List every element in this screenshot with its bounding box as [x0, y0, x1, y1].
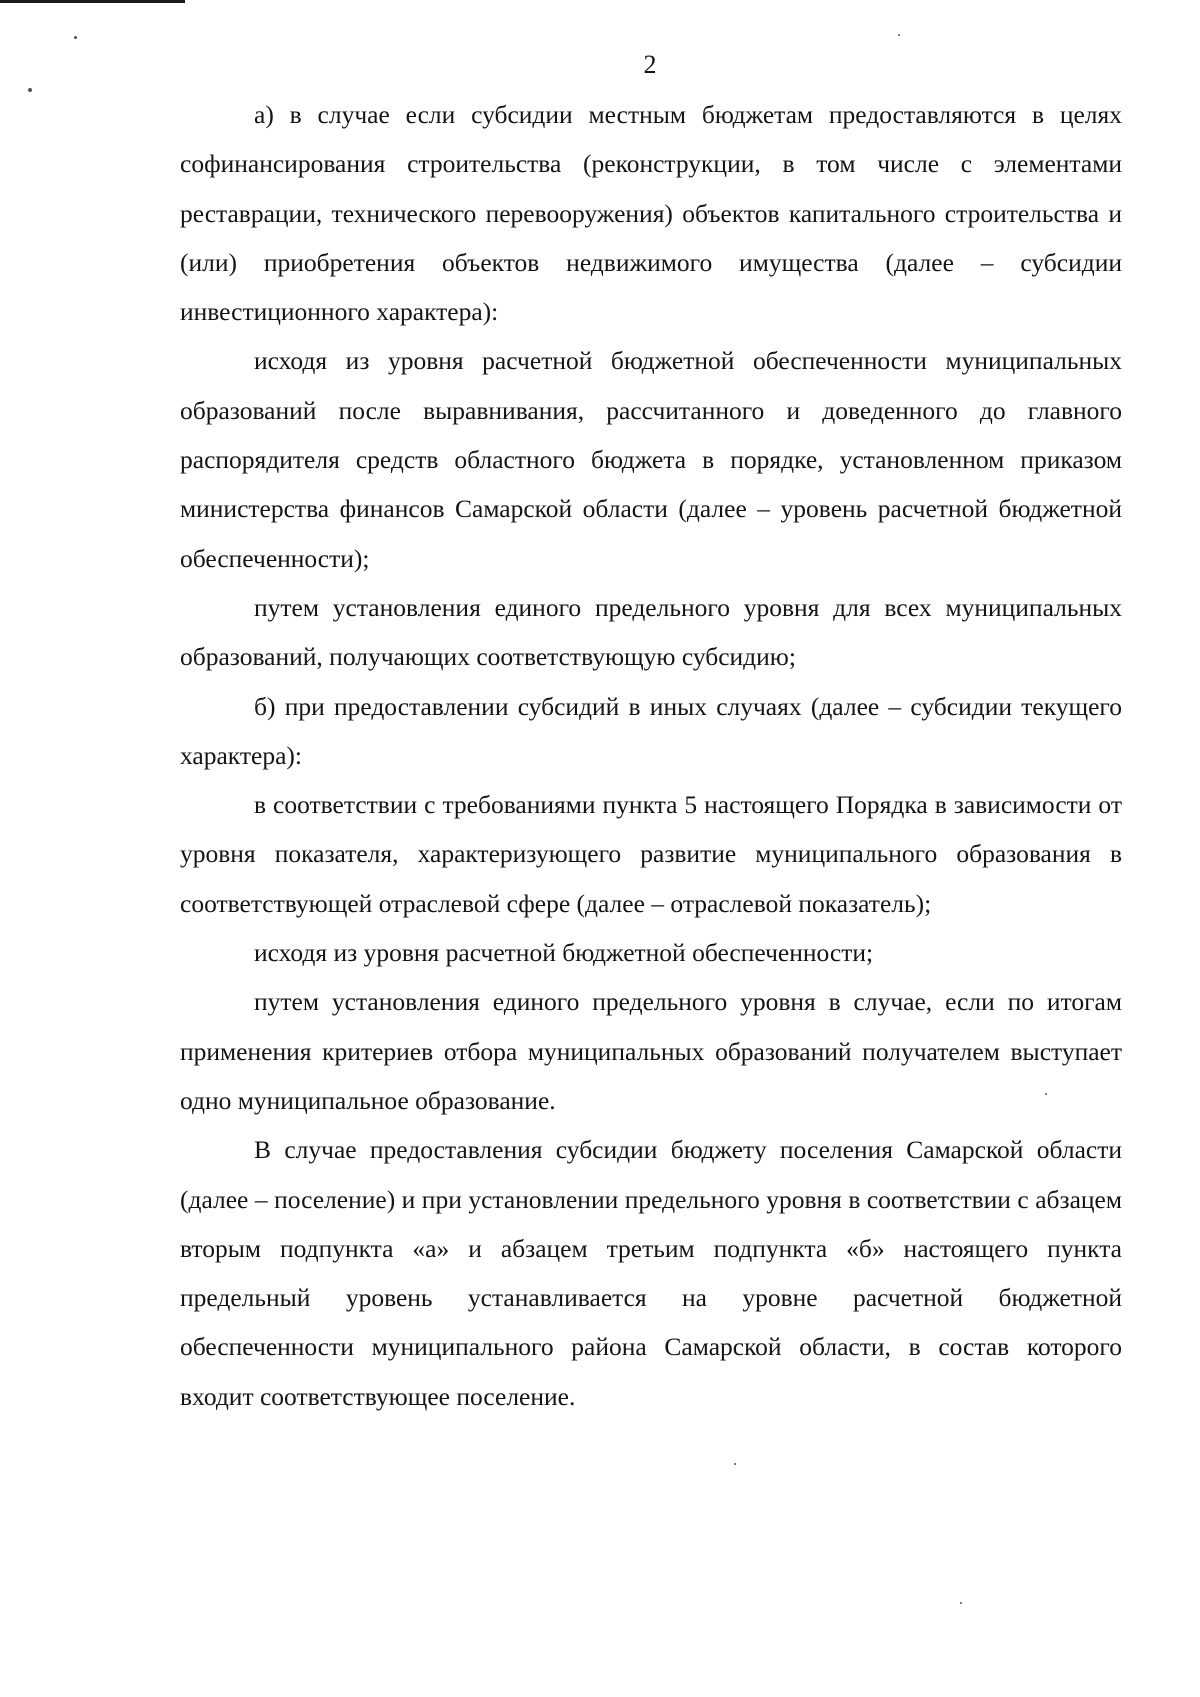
scan-speck	[28, 88, 32, 92]
paragraph-subsidies-investment: а) в случае если субсидии местным бюджетам предоставляются в целях софинансирования строительства (реконструкции, в том числе с элементами реставрации, технического перевооружения) объектов капитального строительства и (или) приобретения объектов недвижимого имущества (далее – субсидии инвестиционного характера):	[180, 100, 1122, 327]
paragraph-sector-indicator: в соответствии с требованиями пункта 5 настоящего Порядка в зависимости от уровня показателя, характеризующего развитие муниципального образования в соответствующей отраслевой сфере (далее – отраслевой показатель);	[180, 790, 1122, 918]
paragraph-settlement-case: В случае предоставления субсидии бюджету поселения Самарской области (далее – поселение) и при установлении предельного уровня в соответствии с абзацем вторым подпункта «а» и абзацем третьим подпункта «б» настоящего пункта предельный уровень устанавливается на уровне расчетной бюджетной обеспеченности муниципального района Самарской области, в состав которого входит соответствующее поселение.	[180, 1135, 1122, 1411]
top-edge-rule	[0, 0, 185, 3]
scan-speck	[74, 36, 77, 39]
paragraph-budget-provision-level: исходя из уровня расчетной бюджетной обеспеченности муниципальных образований после выравнивания, рассчитанного и доведенного до главного распорядителя средств областного бюджета в порядке, установленном приказом министерства финансов Самарской области (далее – уровень расчетной бюджетной обеспеченности);	[180, 346, 1122, 573]
scan-speck	[734, 1463, 736, 1465]
paragraph-budget-provision-short: исходя из уровня расчетной бюджетной обеспеченности;	[254, 938, 874, 968]
paragraph-subsidies-current: б) при предоставлении субсидий в иных случаях (далее – субсидии текущего характера):	[180, 691, 1122, 770]
scan-speck	[960, 1602, 962, 1604]
page-number: 2	[643, 50, 657, 79]
document-body	[180, 90, 1122, 1421]
paragraph-single-recipient: путем установления единого предельного уровня в случае, если по итогам применения критериев отбора муниципальных образований получателем выступает одно муниципальное образование.	[180, 987, 1122, 1115]
scan-speck	[898, 34, 900, 36]
paragraph-single-limit-level: путем установления единого предельного уровня для всех муниципальных образований, получающих соответствующую субсидию;	[180, 592, 1122, 672]
